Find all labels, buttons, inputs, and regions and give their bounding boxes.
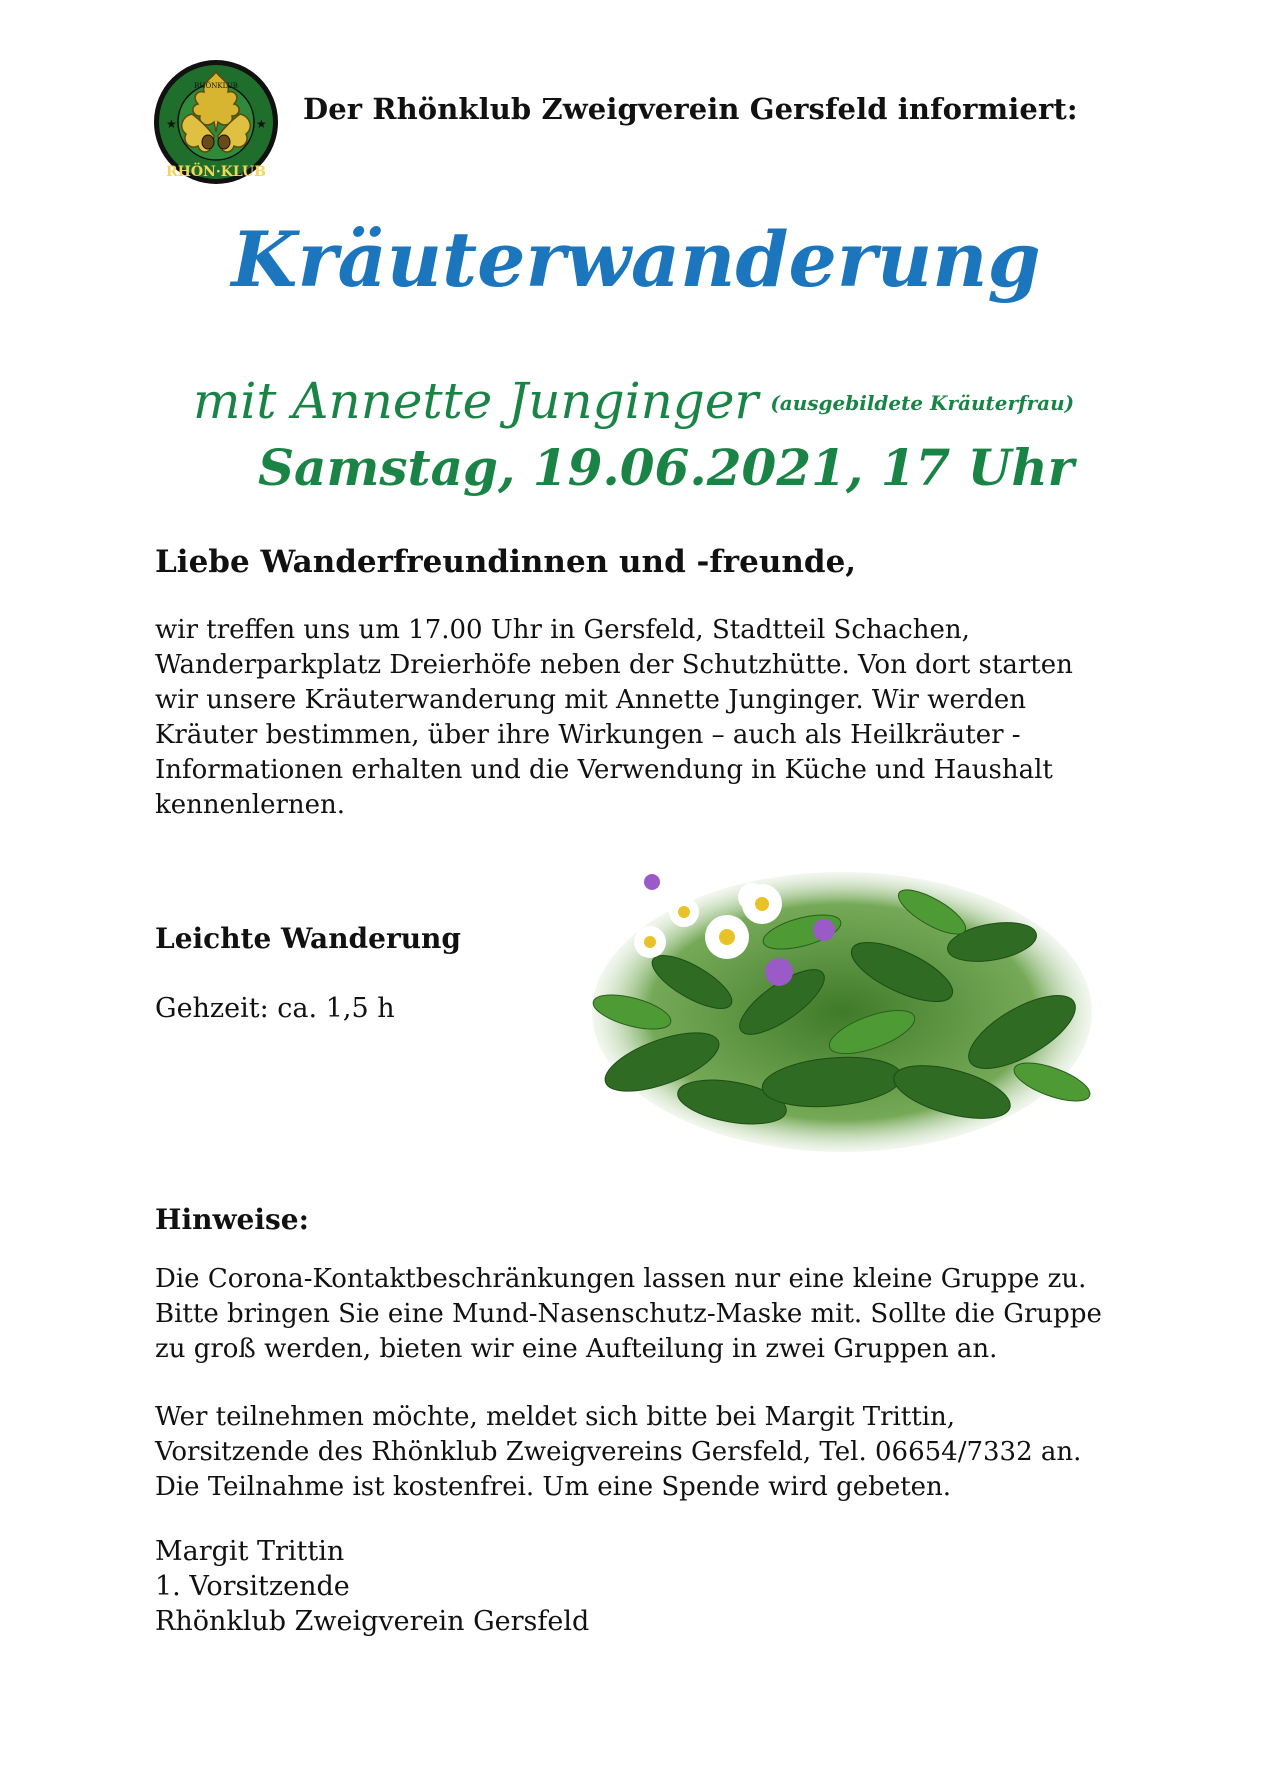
intro-line: Informationen erhalten und die Verwendung in Küche und Haushalt	[155, 755, 1053, 785]
herb-bowl-image	[572, 852, 1120, 1170]
greeting: Liebe Wanderfreundinnen und -freunde,	[155, 544, 857, 580]
hints-line: Bitte bringen Sie eine Mund-Nasenschutz-Maske mit. Sollte die Gruppe	[155, 1299, 1102, 1329]
rhoenklub-logo	[152, 58, 280, 186]
intro-line: wir unsere Kräuterwanderung mit Annette Junginger. Wir werden	[155, 685, 1027, 715]
hints-paragraph	[155, 1262, 1155, 1367]
hints-heading: Hinweise:	[155, 1203, 309, 1236]
signature-name: Margit Trittin	[155, 1536, 345, 1567]
walk-duration: Gehzeit: ca. 1,5 h	[155, 993, 395, 1024]
intro-line: kennenlernen.	[155, 790, 346, 820]
svg-text:★: ★	[256, 117, 267, 131]
guide-name: mit Annette Junginger	[193, 372, 759, 430]
hints-line: Die Corona-Kontaktbeschränkungen lassen nur eine kleine Gruppe zu.	[155, 1264, 1087, 1294]
guide-note: (ausgebildete Kräuterfrau)	[770, 391, 1075, 415]
svg-text:RHÖNKLUB: RHÖNKLUB	[194, 82, 238, 90]
contact-line: Vorsitzende des Rhönklub Zweigvereins Gersfeld, Tel. 06654/7332 an.	[155, 1437, 1082, 1467]
page-title: Kräuterwanderung	[231, 215, 1041, 304]
walk-difficulty: Leichte Wanderung	[155, 922, 461, 955]
intro-paragraph	[155, 613, 1155, 823]
hints-line: zu groß werden, bieten wir eine Aufteilung in zwei Gruppen an.	[155, 1334, 998, 1364]
signature-block	[155, 1534, 589, 1639]
contact-line: Wer teilnehmen möchte, meldet sich bitte bei Margit Trittin,	[155, 1402, 956, 1432]
intro-line: Wanderparkplatz Dreierhöfe neben der Schutzhütte. Von dort starten	[155, 650, 1073, 680]
header-text: Der Rhönklub Zweigverein Gersfeld informiert:	[303, 92, 1078, 126]
intro-line: wir treffen uns um 17.00 Uhr in Gersfeld, Stadtteil Schachen,	[155, 615, 970, 645]
contact-paragraph	[155, 1400, 1155, 1505]
svg-text:RHÖN·KLUB: RHÖN·KLUB	[165, 164, 267, 180]
signature-role: 1. Vorsitzende	[155, 1571, 350, 1602]
svg-text:★: ★	[166, 117, 177, 131]
contact-line: Die Teilnahme ist kostenfrei. Um eine Spende wird gebeten.	[155, 1472, 952, 1502]
event-date: Samstag, 19.06.2021, 17 Uhr	[257, 438, 1075, 497]
intro-line: Kräuter bestimmen, über ihre Wirkungen – auch als Heilkräuter -	[155, 720, 1021, 750]
signature-org: Rhönklub Zweigverein Gersfeld	[155, 1606, 590, 1637]
guide-line	[193, 372, 1074, 430]
